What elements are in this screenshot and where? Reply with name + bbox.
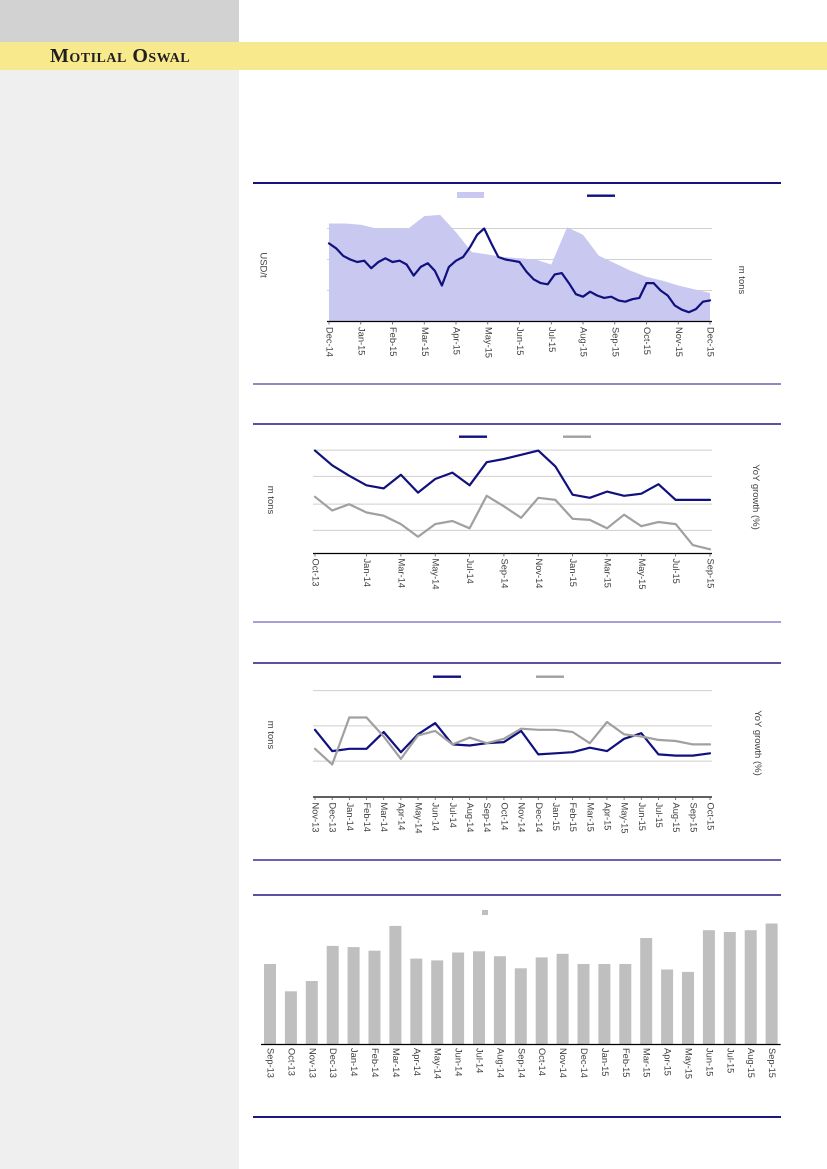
x-tick-label: Oct-13 [310,558,321,587]
x-axis-labels [311,797,716,834]
x-tick-label: Aug-15 [746,1048,757,1078]
separator-rule-bottom [253,1116,781,1118]
x-tick-label: Dec-13 [327,802,338,833]
x-tick-label: Mar-15 [602,558,613,588]
x-tick-label: May-14 [413,802,424,834]
bar [703,930,715,1044]
x-tick-label: Jan-15 [550,802,561,831]
legend [433,676,564,678]
chart-canvas [255,425,775,620]
x-tick-label: Jul-15 [546,327,557,353]
y-axis-title-right: YoY growth (%) [750,464,761,530]
x-tick-label: Jan-14 [344,802,355,831]
brand-band [0,42,827,70]
x-tick-label: Jan-14 [362,558,372,587]
x-tick-label: Aug-14 [465,802,476,833]
x-tick-label: Dec-14 [324,327,335,357]
x-tick-label: Sep-13 [265,1048,276,1078]
x-tick-label: Feb-15 [620,1048,631,1078]
x-tick-label: Feb-14 [362,802,372,832]
x-tick-label: Oct-14 [499,802,510,831]
x-tick-label: Jul-14 [465,558,476,584]
legend-line-swatch [587,195,615,197]
x-tick-label: Jul-15 [654,802,664,828]
x-tick-label: Jan-15 [568,558,579,587]
separator-rule-below-chart-3 [253,859,781,861]
bar [766,924,778,1045]
bar [452,953,464,1045]
separator-rule-below-chart-2 [253,621,781,623]
separator-rule-above-chart-3 [253,662,781,664]
gridlines [313,450,712,530]
bar [473,951,485,1044]
x-tick-label: Jul-15 [725,1048,736,1074]
bar [285,991,297,1044]
x-tick-label: Nov-14 [516,802,527,833]
separator-rule-above-chart-4 [253,894,781,896]
chart-canvas [255,897,781,1115]
x-tick-label: Aug-15 [578,327,589,357]
x-tick-label: Feb-15 [568,802,579,832]
bar [389,926,401,1045]
series-bars [264,924,778,1045]
bar [410,959,422,1045]
brand-logo: Motilal Oswal [50,45,191,67]
x-tick-label: Jan-14 [349,1048,360,1077]
x-tick-label: Apr-14 [411,1048,422,1076]
x-tick-label: Jun-15 [515,327,525,356]
x-tick-label: Nov-15 [673,327,684,357]
x-tick-label: Mar-14 [379,802,390,832]
x-axis-labels [325,322,716,359]
x-tick-label: May-14 [430,558,441,590]
x-tick-label: Sep-15 [688,802,699,833]
bar [724,932,736,1045]
x-tick-label: Mar-15 [641,1048,652,1078]
legend-line-swatch [459,436,487,438]
bar [745,930,757,1044]
x-tick-label: Aug-15 [671,802,682,833]
separator-rule-below-chart-1 [253,383,781,385]
bar [536,957,548,1044]
bar [348,947,360,1044]
chart-1-price-vs-inventory-area-line [255,185,775,375]
x-tick-label: Mar-14 [390,1048,401,1078]
series-area [329,215,710,322]
x-tick-label: Jul-14 [447,802,458,828]
x-tick-label: Feb-14 [370,1048,380,1078]
x-tick-label: Jun-15 [636,802,647,831]
x-tick-label: Jun-14 [430,802,441,831]
chart-4-monthly-volume-bars [255,897,781,1115]
header-corner-block [0,0,239,42]
x-tick-label: May-15 [619,802,630,834]
chart-canvas [255,185,775,375]
x-axis-labels [266,1048,778,1079]
x-tick-label: Nov-14 [558,1048,569,1078]
bar [557,954,569,1045]
x-tick-label: Mar-15 [419,327,430,357]
bar [578,964,590,1045]
x-tick-label: Jan-15 [599,1048,610,1077]
legend-line-swatch [536,676,564,678]
x-tick-label: Dec-15 [705,327,716,357]
bar [327,946,339,1045]
x-tick-label: Sep-14 [516,1048,527,1078]
x-tick-label: Oct-15 [705,802,716,831]
bar [369,951,381,1045]
x-tick-label: Apr-15 [602,802,613,831]
legend [457,192,615,198]
x-axis-labels [311,554,716,590]
x-tick-label: Oct-14 [537,1048,548,1076]
x-tick-label: Jul-15 [671,558,682,584]
bar [640,938,652,1045]
y-axis-title-left: m tons [265,485,276,515]
y-axis-title-right: m tons [736,265,747,295]
x-tick-label: May-15 [483,327,494,359]
x-tick-label: Apr-15 [662,1048,673,1076]
bar [598,964,610,1045]
legend [459,436,591,438]
bar [431,960,443,1044]
separator-rule-top [253,182,781,184]
x-tick-label: Nov-14 [533,558,544,589]
x-tick-label: Mar-15 [585,802,596,832]
bar [494,956,506,1044]
x-tick-label: Jul-14 [474,1048,485,1074]
x-tick-label: Sep-14 [482,802,493,833]
x-tick-label: Sep-14 [499,558,510,589]
bar [264,964,276,1045]
legend-line-swatch [563,436,591,438]
x-tick-label: Jan-15 [356,327,367,356]
x-tick-label: Sep-15 [767,1048,778,1078]
x-tick-label: Dec-13 [328,1048,339,1078]
chart-3-volume-vs-growth-dual-line [255,665,775,855]
x-tick-label: May-14 [432,1048,443,1080]
x-tick-label: Mar-14 [396,558,407,588]
y-axis-title-left: USD/t [257,252,269,278]
x-tick-label: Sep-15 [705,558,716,589]
bar [515,968,527,1044]
x-tick-label: Jun-14 [453,1048,464,1077]
legend [482,910,488,915]
x-tick-label: Oct-15 [642,327,652,355]
x-tick-label: Nov-13 [310,802,321,833]
x-tick-label: Apr-15 [451,327,462,355]
left-margin-column [0,0,239,1169]
bar [306,981,318,1045]
x-tick-label: May-15 [636,558,647,590]
legend-line-swatch [433,676,461,678]
legend-area-swatch [457,192,484,198]
x-tick-label: Feb-15 [388,327,398,357]
x-tick-label: Nov-13 [307,1048,318,1078]
chart-canvas [255,665,775,855]
x-tick-label: Dec-14 [533,802,544,833]
y-axis-title-right: YoY growth (%) [752,710,763,776]
x-tick-label: Apr-14 [396,802,407,831]
y-axis-title-left: m tons [265,720,276,750]
x-tick-label: Jun-15 [704,1048,715,1077]
legend-square-swatch [482,910,488,915]
x-tick-label: Sep-15 [610,327,621,357]
chart-2-volume-vs-growth-dual-line [255,425,775,620]
x-tick-label: Dec-14 [579,1048,589,1078]
bar [682,972,694,1045]
x-tick-label: Oct-13 [286,1048,297,1076]
bar [661,970,673,1045]
series-line [315,451,710,500]
x-tick-label: Aug-14 [495,1048,506,1078]
bar [619,964,631,1045]
x-tick-label: May-15 [683,1048,694,1080]
